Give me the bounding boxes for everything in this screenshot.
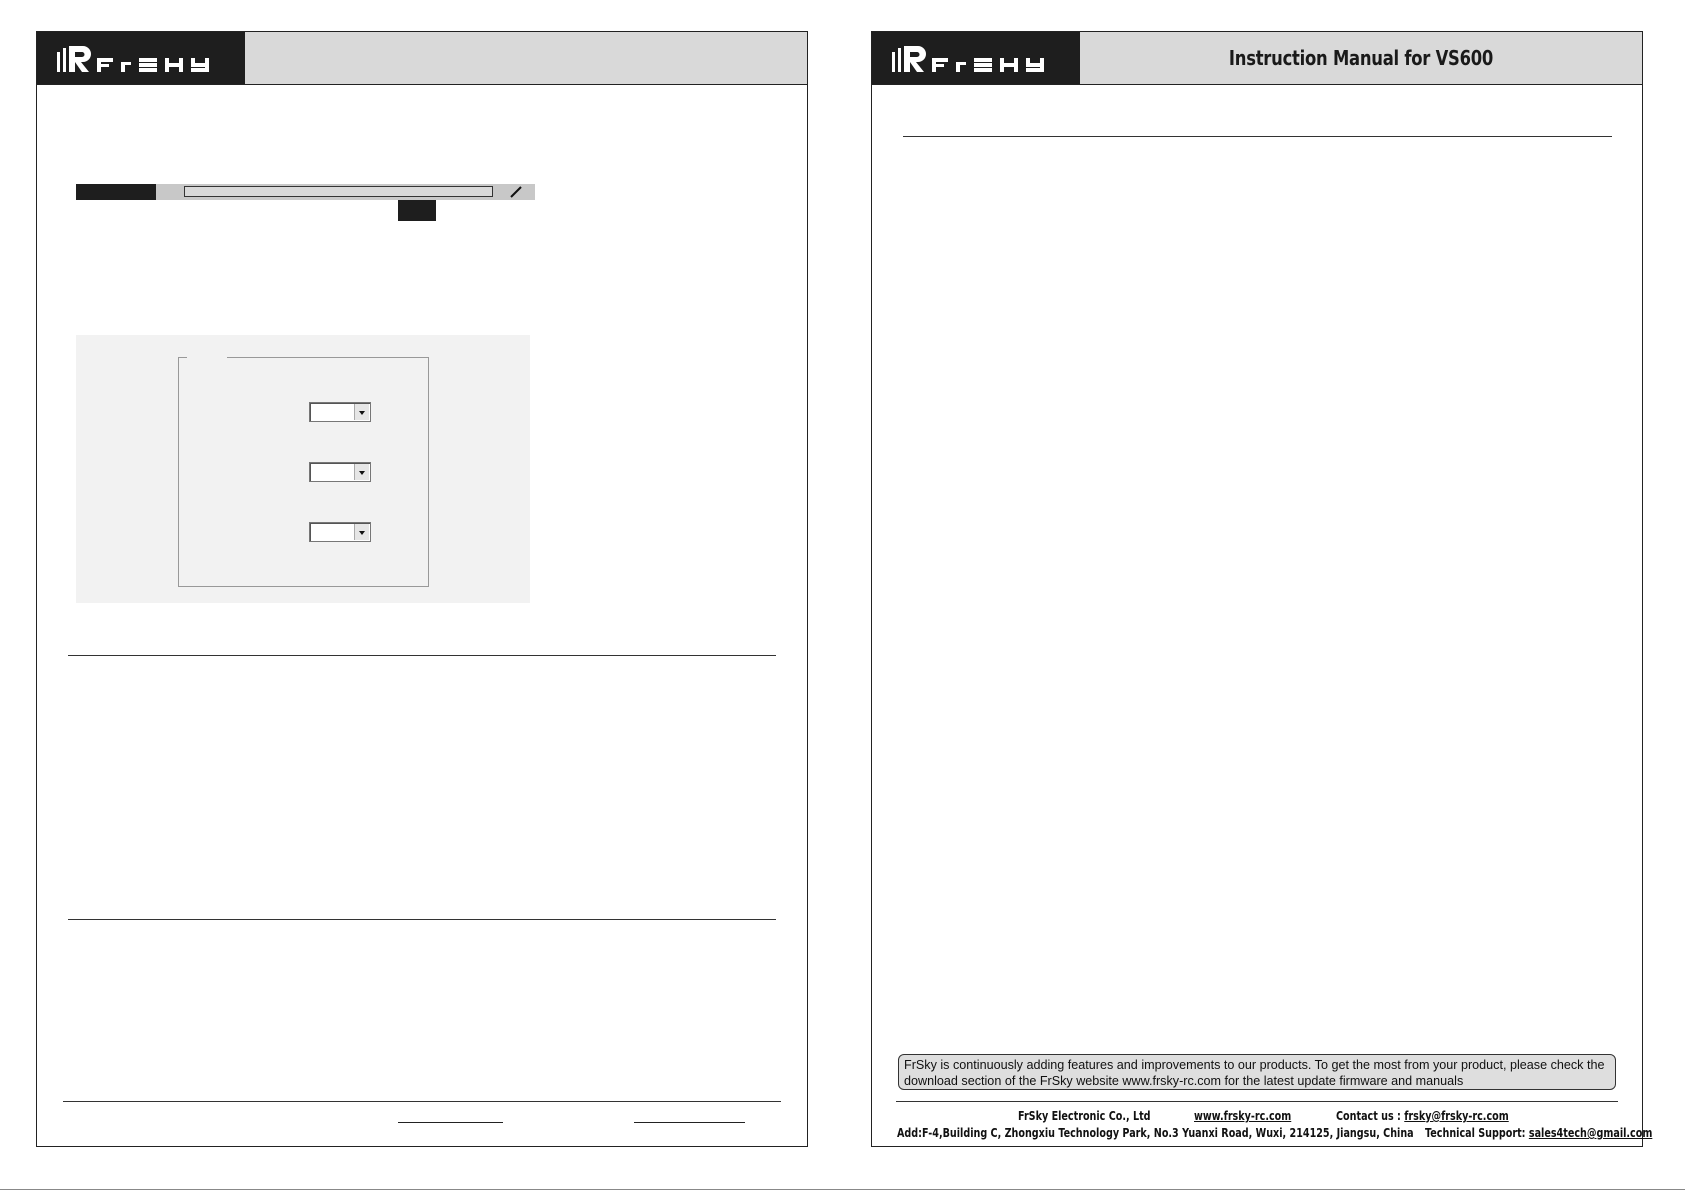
footer-link-underline xyxy=(398,1122,503,1123)
open-file-button[interactable] xyxy=(398,200,436,221)
footer-website-row xyxy=(1194,1109,1291,1123)
settings-group-box xyxy=(178,357,429,587)
footer-address-row xyxy=(897,1126,1652,1140)
brand-logo xyxy=(872,32,1080,84)
contact-email-link[interactable]: frsky@frsky-rc.com xyxy=(1404,1109,1509,1123)
firmware-update-notice: FrSky is continuously adding features and improvements to our products. To get the most from your product, please check the download section of the FrSky website www.frsky-rc.com for the latest update firmware and manuals xyxy=(898,1054,1616,1090)
file-path-field[interactable] xyxy=(184,186,493,197)
dropdown-arrow-icon[interactable] xyxy=(354,404,369,420)
setting-dropdown-2[interactable] xyxy=(309,462,371,482)
section-divider xyxy=(68,919,776,920)
company-address: Add:F-4,Building C, Zhongxiu Technology Park, No.3 Yuanxi Road, Wuxi, 214125, Jiangsu, China xyxy=(897,1126,1414,1140)
manual-page-left xyxy=(36,31,808,1147)
footer-divider xyxy=(896,1101,1618,1102)
footer-link-underline xyxy=(634,1122,745,1123)
footer-company-row xyxy=(1018,1109,1151,1123)
path-bar-label-block xyxy=(76,184,156,200)
file-path-bar xyxy=(76,184,535,200)
brand-logo xyxy=(37,32,245,84)
footer-contact-row xyxy=(1336,1109,1509,1123)
pencil-icon[interactable] xyxy=(509,185,523,199)
support-email-link[interactable]: sales4tech@gmail.com xyxy=(1528,1126,1653,1140)
section-divider xyxy=(903,136,1612,137)
dropdown-arrow-icon[interactable] xyxy=(354,464,369,480)
page-header-title: Instruction Manual for VS600 xyxy=(1228,46,1494,70)
manual-page-right xyxy=(871,31,1653,1147)
setting-dropdown-3[interactable] xyxy=(309,522,371,542)
website-link[interactable]: www.frsky-rc.com xyxy=(1194,1109,1292,1123)
company-name: FrSky Electronic Co., Ltd xyxy=(1018,1109,1151,1123)
settings-panel xyxy=(76,335,530,603)
contact-label: Contact us : xyxy=(1336,1109,1401,1123)
page-header xyxy=(37,32,807,85)
footer-divider xyxy=(63,1101,781,1102)
frsky-logo-icon xyxy=(57,44,227,74)
group-box-title-gap xyxy=(187,356,227,360)
support-label: Technical Support: xyxy=(1425,1126,1526,1140)
page-header-title xyxy=(296,32,757,84)
frsky-logo-icon xyxy=(892,44,1062,74)
dropdown-arrow-icon[interactable] xyxy=(354,524,369,540)
scan-bottom-edge xyxy=(0,1189,1685,1190)
section-divider xyxy=(68,655,776,656)
page-header xyxy=(872,32,1642,85)
setting-dropdown-1[interactable] xyxy=(309,402,371,422)
